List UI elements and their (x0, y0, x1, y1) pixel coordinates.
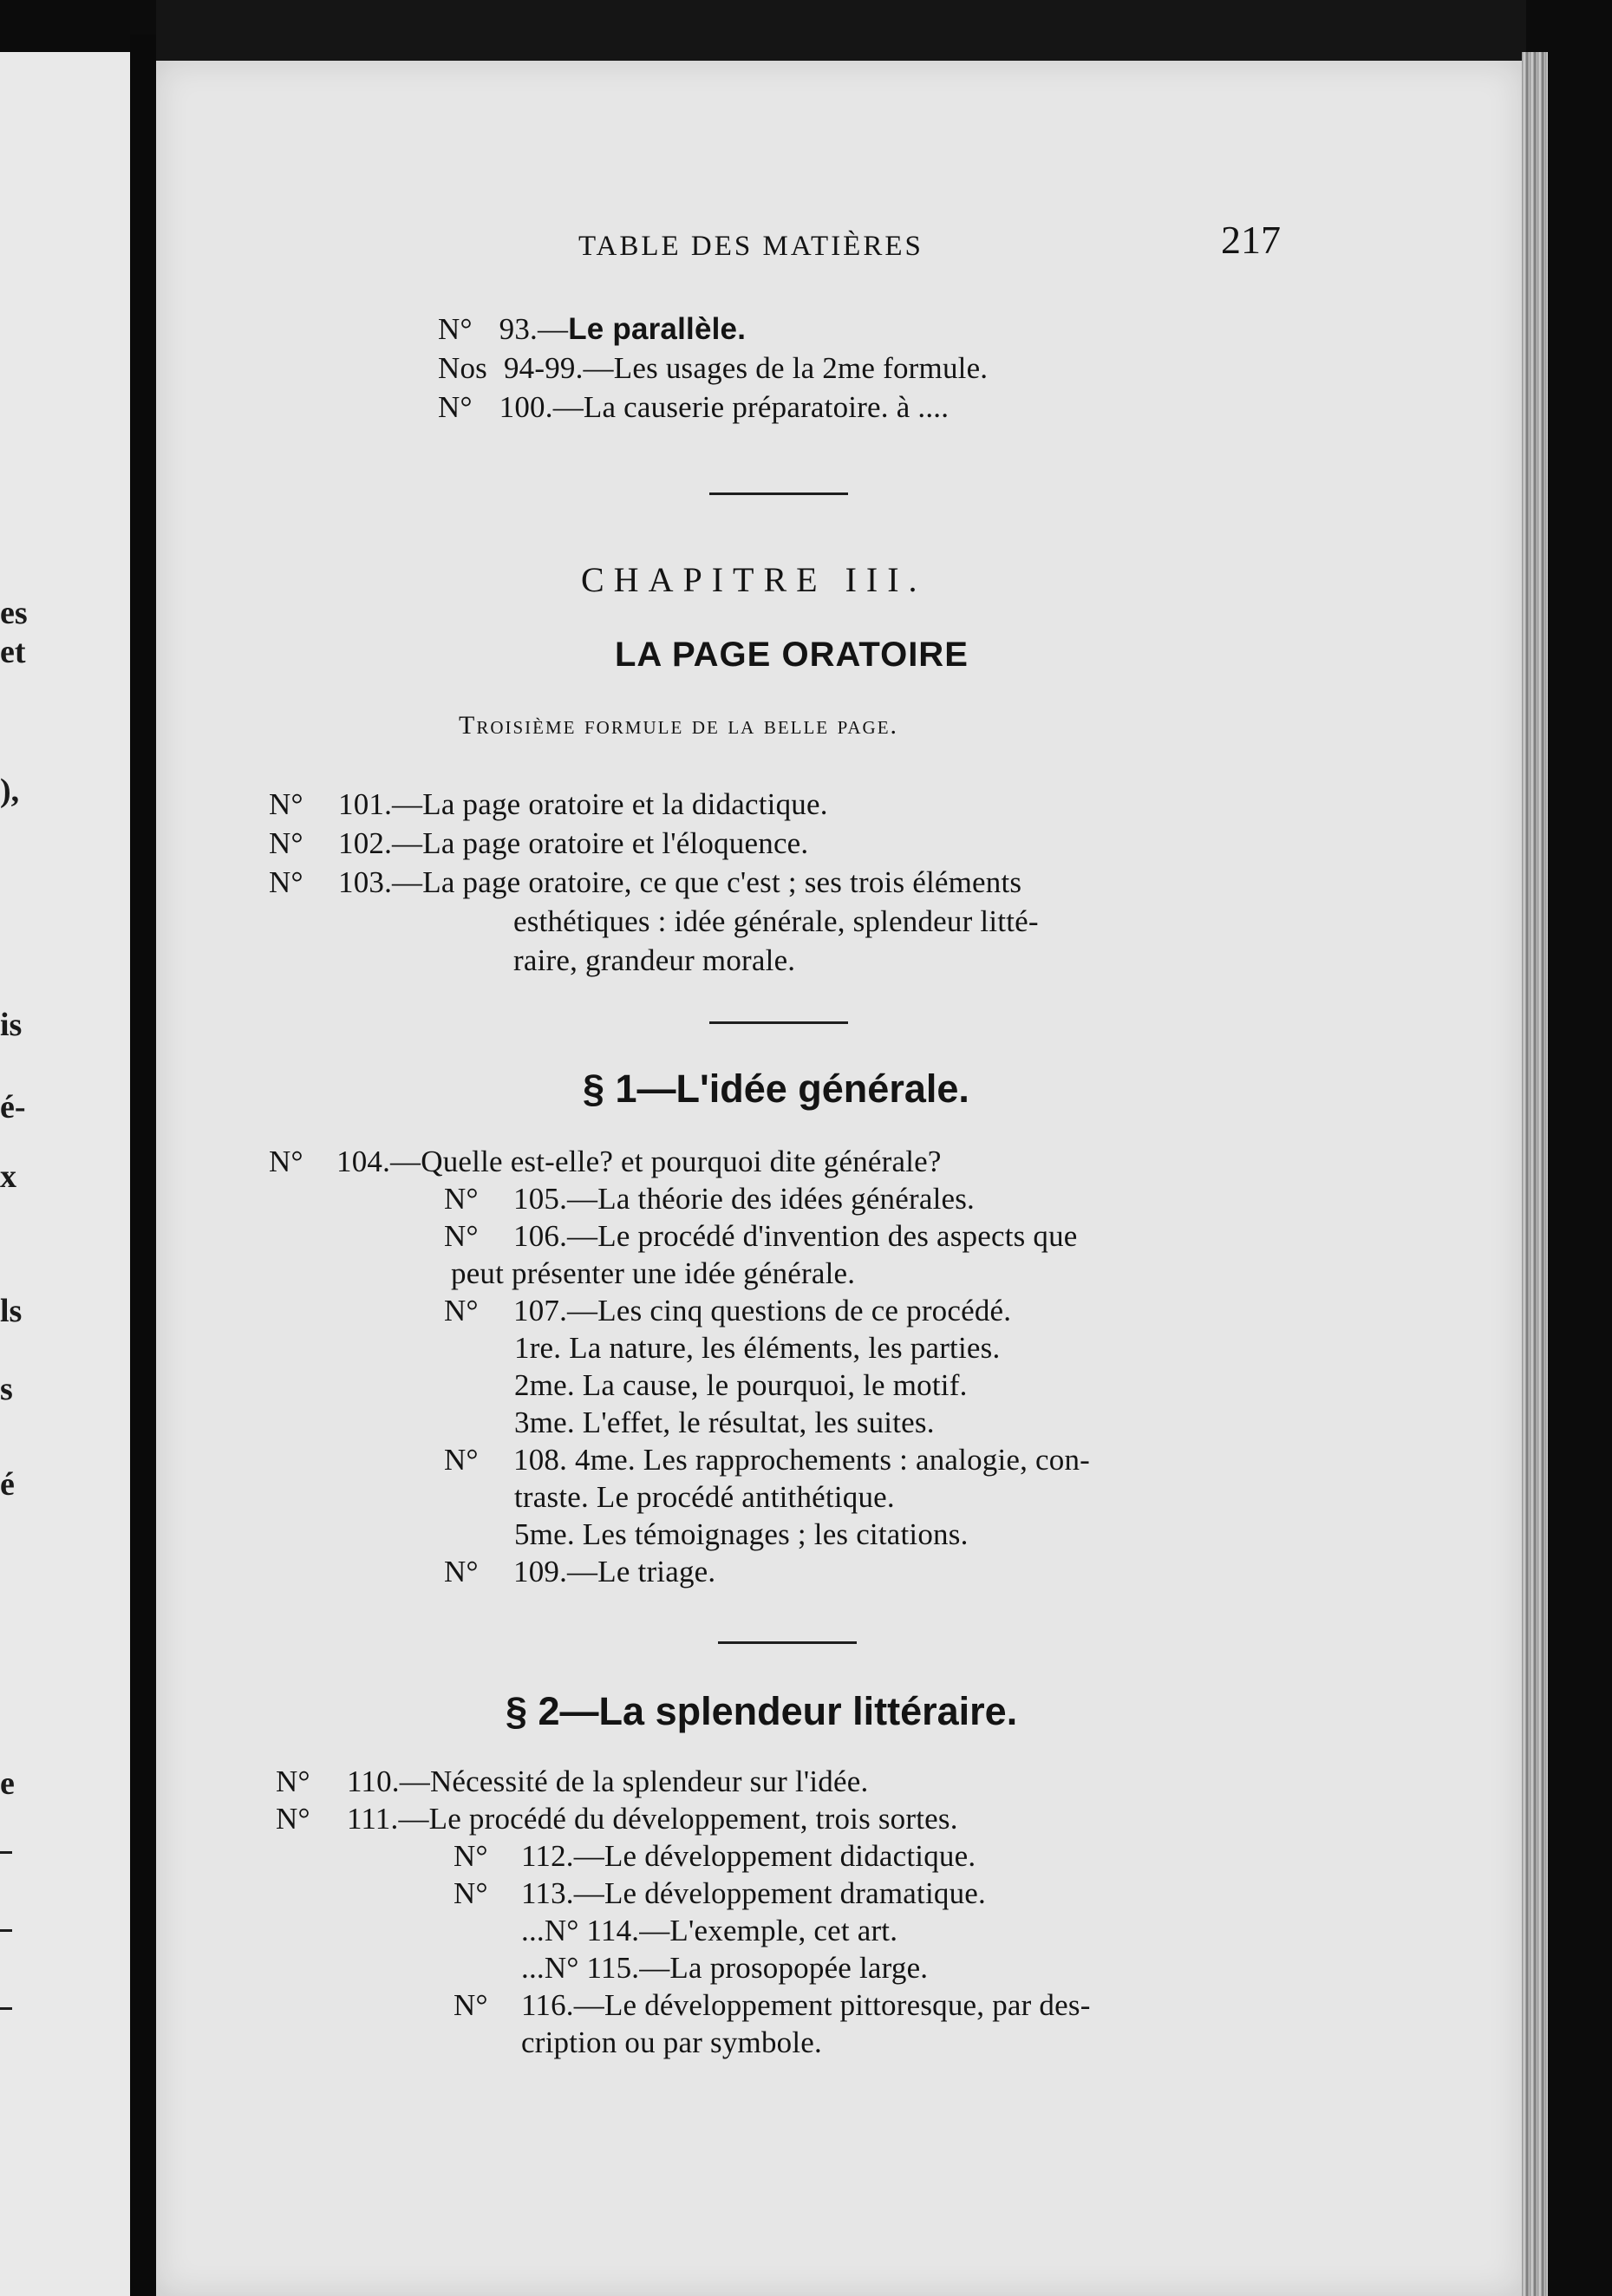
entry-text: 100.—La causerie préparatoire. à .... (499, 390, 950, 424)
entry-text: 104.—Quelle est-elle? et pourquoi dite générale? (336, 1145, 942, 1178)
toc-entry (454, 1839, 976, 1874)
entry-text: 111.—Le procédé du développement, trois sortes. (347, 1802, 958, 1836)
toc-entry (438, 312, 746, 347)
entry-text: 101.—La page oratoire et la didactique. (338, 787, 828, 821)
toc-entry (444, 1182, 975, 1216)
entry-number-label: N° (276, 1802, 310, 1836)
entry-bold-text: Le parallèle. (568, 312, 747, 346)
chapter-label: CHAPITRE III. (581, 560, 927, 599)
section-rule (718, 1641, 857, 1644)
entry-text: 93.— (499, 312, 569, 346)
page-edge-stack (1522, 52, 1548, 2296)
entry-continuation: esthétiques : idée générale, splendeur litté- (513, 904, 1039, 938)
facing-page-fragment (0, 52, 139, 2296)
facing-text-fragment: et (0, 634, 26, 670)
sub-entry: ...N° 114.—L'exemple, cet art. (521, 1914, 898, 1947)
scan-right-border (1548, 0, 1612, 2296)
entry-continuation: cription ou par symbole. (521, 2025, 822, 2059)
section-1-title: § 1—L'idée générale. (583, 1066, 969, 1111)
entry-continuation: 3me. L'effet, le résultat, les suites. (514, 1406, 935, 1439)
entry-number-label: N° (269, 787, 303, 821)
toc-entry (269, 826, 808, 861)
entry-number-label: N° (454, 1988, 488, 2022)
entry-continuation: 5me. Les témoignages ; les citations. (514, 1517, 969, 1551)
entry-text: 110.—Nécessité de la splendeur sur l'idée. (347, 1764, 869, 1798)
toc-entry (276, 1802, 958, 1836)
entry-text: 112.—Le développement didactique. (521, 1839, 976, 1873)
book-page (156, 61, 1522, 2296)
toc-entry (444, 1294, 1011, 1328)
facing-text-fragment: é- (0, 1089, 26, 1125)
facing-text-fragment: é (0, 1466, 15, 1503)
facing-text-fragment: x (0, 1158, 16, 1195)
entry-text: 108. 4me. Les rapprochements : analogie, con- (513, 1443, 1091, 1477)
facing-text-fragment: s (0, 1371, 13, 1407)
entry-number-label: N° (269, 865, 303, 899)
section-2-title: § 2—La splendeur littéraire. (506, 1689, 1018, 1733)
entry-text: 103.—La page oratoire, ce que c'est ; ses trois éléments (338, 865, 1022, 899)
entry-text: 107.—Les cinq questions de ce procédé. (513, 1294, 1012, 1327)
facing-text-fragment: es (0, 595, 28, 631)
toc-entry (454, 1988, 1091, 2023)
entry-number-label: N° (269, 1145, 303, 1178)
entry-number-label: N° (454, 1839, 488, 1873)
section-rule (709, 492, 848, 495)
entry-number-label: N° (438, 312, 473, 346)
facing-dash (0, 1929, 12, 1932)
entry-text: 94-99.—Les usages de la 2me formule. (503, 351, 989, 385)
entry-number-label: N° (444, 1219, 479, 1253)
entry-number-label: N° (454, 1876, 488, 1910)
book-gutter (130, 35, 156, 2296)
entry-text: 116.—Le développement pittoresque, par des- (521, 1988, 1091, 2022)
toc-entry (438, 351, 988, 386)
entry-number-label: N° (438, 390, 473, 424)
toc-entry (276, 1764, 868, 1799)
entry-continuation: traste. Le procédé antithétique. (514, 1480, 895, 1514)
toc-entry (438, 390, 949, 425)
entry-continuation: raire, grandeur morale. (513, 943, 796, 977)
facing-dash (0, 2007, 12, 2010)
toc-entry (454, 1876, 986, 1911)
entry-number-label: N° (444, 1555, 479, 1588)
facing-text-fragment: is (0, 1007, 23, 1043)
entry-continuation: 2me. La cause, le pourquoi, le motif. (514, 1368, 968, 1402)
toc-entry (269, 865, 1021, 900)
sub-entry: ...N° 115.—La prosopopée large. (521, 1951, 929, 1985)
scan-top-border (156, 0, 1526, 61)
entry-text: 105.—La théorie des idées générales. (513, 1182, 975, 1216)
entry-text: 102.—La page oratoire et l'éloquence. (338, 826, 809, 860)
chapter-subtitle: Troisième formule de la belle page. (459, 711, 899, 740)
toc-entry (269, 787, 828, 822)
entry-text: 106.—Le procédé d'invention des aspects que (513, 1219, 1078, 1253)
entry-continuation: 1re. La nature, les éléments, les parties. (514, 1331, 1001, 1365)
entry-number-label: Nos (438, 351, 487, 385)
entry-number-label: N° (444, 1182, 479, 1216)
facing-dash (0, 1851, 12, 1854)
entry-text: 109.—Le triage. (513, 1555, 716, 1588)
toc-entry (444, 1443, 1090, 1477)
entry-text: 113.—Le développement dramatique. (521, 1876, 986, 1910)
entry-number-label: N° (269, 826, 303, 860)
facing-text-fragment: e (0, 1765, 15, 1802)
entry-number-label: N° (444, 1294, 479, 1327)
toc-entry (269, 1145, 942, 1179)
entry-number-label: N° (444, 1443, 479, 1477)
facing-text-fragment: ls (0, 1293, 23, 1329)
entry-continuation: peut présenter une idée générale. (451, 1256, 856, 1290)
page-number: 217 (1221, 218, 1281, 262)
running-title: TABLE DES MATIÈRES (578, 231, 923, 262)
chapter-title: LA PAGE ORATOIRE (615, 636, 969, 674)
entry-number-label: N° (276, 1764, 310, 1798)
section-rule (709, 1021, 848, 1024)
toc-entry (444, 1555, 715, 1589)
facing-text-fragment: ), (0, 773, 20, 809)
toc-entry (444, 1219, 1078, 1254)
